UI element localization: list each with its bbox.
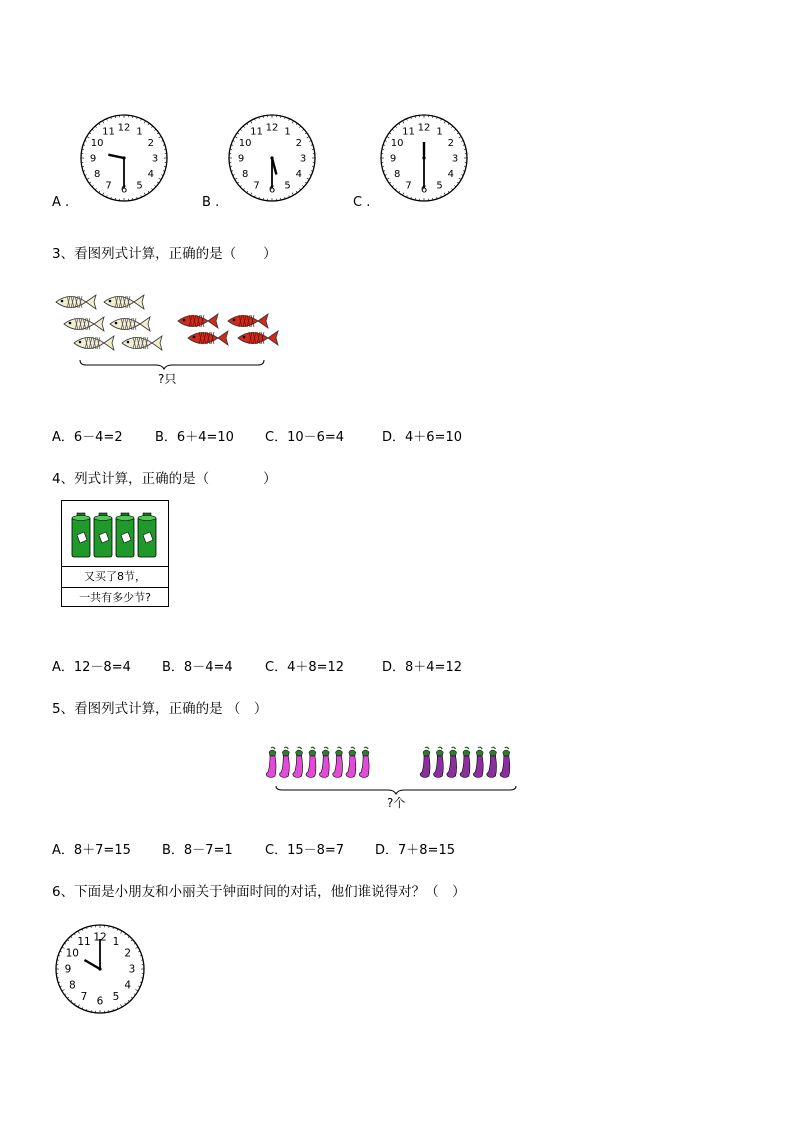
q6-question-text: 6、下面是小朋友和小丽关于钟面时间的对话，他们谁说得对？（ ） — [52, 884, 466, 900]
clock-number: 8 — [393, 169, 401, 180]
clock-number: 6 — [268, 184, 276, 196]
q2-option-b[interactable] — [202, 195, 219, 210]
eggplant-icon — [460, 747, 470, 777]
clock-number: 3 — [151, 153, 159, 165]
clock-number: 8 — [241, 169, 249, 180]
q5-option-a[interactable]: A．8＋7=15 — [52, 843, 131, 858]
option-letter: A — [52, 195, 61, 210]
fish-icon — [228, 314, 268, 328]
q2-clock-b-group — [200, 110, 330, 208]
clock-number: 7 — [253, 180, 260, 192]
clock-c-icon — [352, 110, 482, 208]
battery-icon — [72, 513, 90, 557]
clock-number: 10 — [65, 947, 79, 960]
eggplant-icon — [333, 747, 343, 777]
eggplant-icon — [266, 747, 276, 777]
q2-clock-a-group — [52, 110, 182, 208]
clock-number: 6 — [120, 184, 128, 196]
clock-number: 12 — [117, 122, 131, 134]
eggplant-icon — [319, 747, 329, 777]
q2-option-a[interactable] — [52, 195, 69, 210]
clock-number: 10 — [90, 138, 104, 149]
fish-icon — [104, 295, 144, 309]
clock-center — [122, 156, 125, 159]
fish-icon — [122, 336, 162, 350]
clock-number: 10 — [238, 138, 252, 149]
clock-number: 4 — [147, 169, 155, 180]
clock-number: 11 — [102, 126, 115, 138]
eggplant-icon — [500, 747, 510, 777]
battery-figure — [62, 501, 168, 566]
clock-q6-icon — [52, 922, 148, 1016]
q4-option-d[interactable]: D．8＋4=12 — [382, 660, 462, 675]
clock-number: 5 — [112, 991, 120, 1004]
box-line-1: 又买了8节， — [62, 567, 168, 588]
battery-icon — [138, 513, 156, 557]
eggplant-figure — [262, 742, 526, 802]
clock-number: 5 — [284, 180, 291, 192]
clock-number: 6 — [420, 184, 428, 196]
q4-question-text: 4、列式计算，正确的是（ ） — [52, 471, 277, 487]
q5-option-c[interactable]: C．15－8=7 — [265, 843, 345, 858]
q2-option-c[interactable] — [353, 195, 370, 210]
clock-number: 1 — [112, 935, 120, 948]
option-letter: C — [353, 195, 363, 210]
clock-number: 11 — [250, 126, 263, 138]
clock-number: 5 — [436, 180, 443, 192]
q2-clock-c-group — [352, 110, 482, 208]
clock-a-icon — [52, 110, 182, 208]
clock-number: 3 — [299, 153, 307, 165]
eggplant-icon — [473, 747, 483, 777]
clock-center — [98, 967, 101, 970]
clock-number: 11 — [402, 126, 415, 138]
clock-number: 9 — [64, 963, 72, 976]
eggplant-icon — [280, 747, 290, 777]
clock-number: 8 — [68, 979, 76, 992]
box-line-2: 一共有多少节? — [79, 591, 151, 604]
option-dot: . — [65, 195, 70, 210]
q3-brace-label: ?只 — [158, 372, 177, 386]
clock-number: 2 — [295, 138, 303, 149]
clock-number: 8 — [93, 169, 101, 180]
q5-option-b[interactable]: B．8－7=1 — [162, 843, 233, 858]
brace-icon — [276, 786, 516, 794]
option-dot: . — [366, 195, 371, 210]
q4-option-c[interactable]: C．4＋8=12 — [265, 660, 345, 675]
clock-number: 10 — [390, 138, 404, 149]
eggplant-icon — [434, 747, 444, 777]
eggplant-icon — [359, 747, 369, 777]
clock-number: 1 — [436, 126, 443, 138]
fish-icon — [64, 317, 104, 331]
fish-icon — [188, 331, 228, 345]
q6-clock-group — [52, 922, 148, 1016]
q4-battery-box — [61, 500, 169, 607]
fish-icon — [56, 295, 96, 309]
q3-option-c[interactable]: C．10－6=4 — [265, 430, 345, 445]
option-dot: . — [215, 195, 220, 210]
clock-number: 12 — [265, 122, 279, 134]
clock-number: 12 — [417, 122, 431, 134]
eggplant-icon — [447, 747, 457, 777]
eggplant-icon — [420, 747, 430, 777]
clock-number: 9 — [89, 153, 97, 165]
q5-option-d[interactable]: D．7＋8=15 — [375, 843, 455, 858]
clock-number: 2 — [124, 947, 132, 960]
clock-number: 12 — [93, 931, 107, 944]
clock-number: 1 — [136, 126, 143, 138]
clock-center — [422, 156, 425, 159]
q3-option-d[interactable]: D．4＋6=10 — [382, 430, 462, 445]
q5-figure — [262, 742, 526, 802]
q3-option-a[interactable]: A．6－4=2 — [52, 430, 123, 445]
clock-number: 7 — [105, 180, 112, 192]
clock-number: 4 — [295, 169, 303, 180]
q3-question-text: 3、看图列式计算，正确的是（ ） — [52, 246, 277, 262]
eggplant-icon — [487, 747, 497, 777]
clock-number: 4 — [447, 169, 455, 180]
eggplant-icon — [346, 747, 356, 777]
battery-icon — [116, 513, 134, 557]
clock-number: 2 — [147, 138, 155, 149]
clock-center — [270, 156, 273, 159]
clock-number: 5 — [136, 180, 143, 192]
brace-icon — [80, 360, 264, 369]
option-letter: B — [202, 195, 211, 210]
fish-icon — [178, 314, 218, 328]
fish-icon — [74, 336, 114, 350]
clock-number: 9 — [237, 153, 245, 165]
eggplant-icon — [293, 747, 303, 777]
q5-brace-label: ?个 — [387, 796, 406, 810]
q4-option-a[interactable]: A．12－8=4 — [52, 660, 131, 675]
fish-icon — [110, 317, 150, 331]
clock-number: 6 — [96, 995, 104, 1008]
battery-image-area — [62, 501, 168, 567]
clock-number: 4 — [124, 979, 132, 992]
clock-number: 7 — [80, 991, 88, 1004]
clock-number: 1 — [284, 126, 291, 138]
q4-option-b[interactable]: B．8－4=4 — [162, 660, 233, 675]
clock-number: 2 — [447, 138, 455, 149]
fish-icon — [238, 331, 278, 345]
eggplant-icon — [306, 747, 316, 777]
q5-question-text: 5、看图列式计算，正确的是 （ ） — [52, 701, 268, 717]
q3-option-b[interactable]: B．6＋4=10 — [155, 430, 234, 445]
battery-icon — [94, 513, 112, 557]
clock-number: 11 — [77, 935, 91, 948]
clock-b-icon — [200, 110, 330, 208]
clock-number: 9 — [389, 153, 397, 165]
clock-number: 3 — [128, 963, 136, 976]
clock-number: 7 — [405, 180, 412, 192]
clock-number: 3 — [451, 153, 459, 165]
